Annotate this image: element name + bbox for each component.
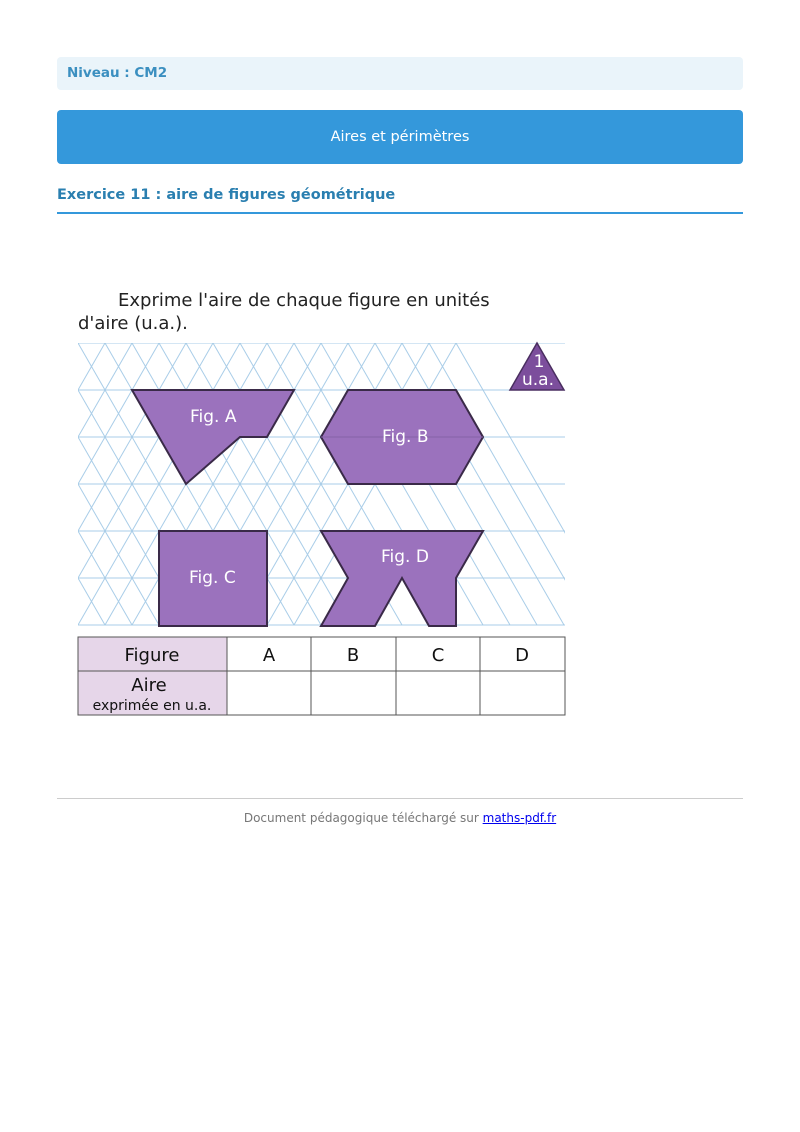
table-header-aire-unit: exprimée en u.a. xyxy=(92,698,212,714)
footer xyxy=(57,811,743,825)
figure-b-label: Fig. B xyxy=(382,427,429,447)
footer-link[interactable]: maths-pdf.fr xyxy=(482,811,557,825)
figure-c-label: Fig. C xyxy=(189,568,236,588)
table-column-b: B xyxy=(346,645,360,666)
table-column-d: D xyxy=(515,645,529,666)
triangular-grid xyxy=(70,343,575,625)
footer-text: Document pédagogique téléchargé sur xyxy=(243,811,483,825)
exercise-prompt-line1: Exprime l'aire de chaque figure en unités xyxy=(118,290,490,311)
level-label: Niveau : CM2 xyxy=(57,57,743,90)
exercise-figure xyxy=(70,285,575,725)
unit-number: 1 xyxy=(533,352,545,372)
figure-c xyxy=(159,531,267,626)
unit-label: u.a. xyxy=(522,370,554,390)
exercise-title: Exercice 11 : aire de figures géométrique xyxy=(57,185,743,214)
table-header-figure: Figure xyxy=(124,645,180,666)
page-title-banner: Aires et périmètres xyxy=(57,110,743,164)
figure-a-label: Fig. A xyxy=(190,407,237,427)
footer-divider xyxy=(57,798,743,799)
unit-triangle xyxy=(510,343,564,390)
answer-table xyxy=(78,637,565,715)
table-column-a: A xyxy=(262,645,276,666)
table-header-aire: Aire xyxy=(131,675,167,696)
exercise-prompt-line2: d'aire (u.a.). xyxy=(78,313,188,334)
figure-b xyxy=(321,390,483,484)
table-column-c: C xyxy=(431,645,445,666)
figure-d-label: Fig. D xyxy=(381,547,429,567)
